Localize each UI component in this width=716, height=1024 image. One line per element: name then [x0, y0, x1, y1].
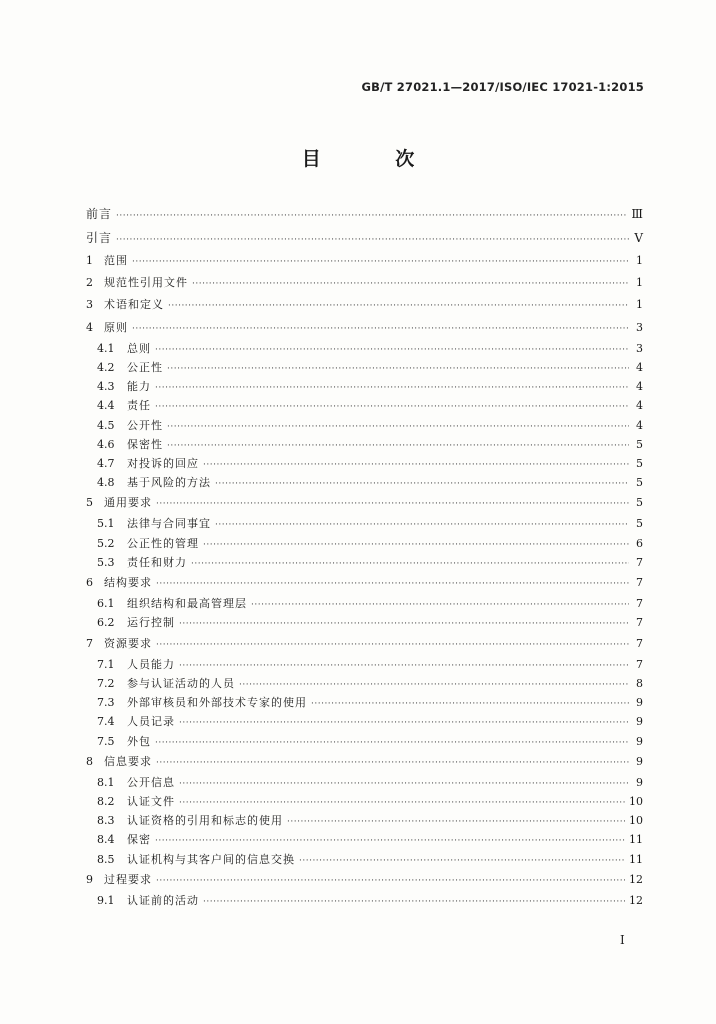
toc-entry[interactable] [86, 377, 643, 396]
toc-entry-page: 7 [636, 597, 643, 611]
toc-entry[interactable] [86, 830, 643, 849]
dot-leader [116, 204, 627, 228]
toc-entry-number: 8.5 [97, 852, 115, 866]
toc-entry[interactable] [86, 850, 643, 869]
toc-entry-number: 7.4 [97, 715, 115, 729]
toc-entry[interactable] [86, 226, 643, 250]
dot-leader [215, 516, 629, 535]
toc-entry-label: 规范性引用文件 [104, 276, 188, 290]
toc-entry-label: 人员能力 [127, 657, 175, 671]
dot-leader [251, 596, 629, 615]
toc-entry[interactable] [86, 416, 643, 435]
toc-entry-number: 7 [86, 636, 93, 650]
toc-entry-page: 5 [636, 437, 643, 451]
toc-entry-page: 1 [636, 254, 643, 267]
toc-entry-page: 1 [636, 298, 643, 312]
dot-leader [168, 295, 629, 317]
toc-entry-number: 4.2 [97, 360, 115, 374]
toc-entry-number: 4 [86, 320, 93, 334]
toc-entry[interactable] [86, 572, 643, 594]
toc-entry[interactable] [86, 594, 643, 613]
toc-entry-page: 5 [636, 517, 643, 531]
toc-entry-number: 6.1 [97, 597, 115, 611]
toc-entry-label: 能力 [127, 380, 151, 394]
dot-leader [287, 813, 625, 832]
toc-entry-number: 5.3 [97, 555, 115, 569]
toc-entry-page: 5 [636, 476, 643, 490]
toc-entry-page: 11 [629, 852, 643, 866]
toc-entry[interactable] [86, 751, 643, 773]
toc-entry[interactable] [86, 396, 643, 415]
toc-entry-label: 过程要求 [104, 872, 152, 886]
toc-entry-page: 3 [636, 341, 643, 355]
toc-entry-number: 4.7 [97, 456, 115, 470]
toc-entry-label: 公开信息 [127, 775, 175, 789]
toc-entry[interactable] [86, 473, 643, 492]
standard-code: GB/T 27021.1—2017/ISO/IEC 17021-1:2015 [361, 80, 644, 94]
page-title: 目 次 [301, 148, 449, 170]
dot-leader [179, 714, 629, 733]
toc-entry-number: 6 [86, 576, 93, 589]
toc-entry[interactable] [86, 655, 643, 674]
dot-leader [203, 536, 629, 555]
dot-leader [156, 573, 629, 595]
dot-leader [179, 775, 629, 794]
dot-leader [167, 360, 629, 379]
toc-entry-page: 12 [629, 872, 643, 886]
toc-entry-number: 5.1 [97, 517, 115, 531]
toc-entry-page: 6 [636, 536, 643, 550]
toc-entry-number: 4.5 [97, 418, 115, 432]
toc-entry-page: 4 [636, 399, 643, 413]
toc-entry-page: 5 [636, 456, 643, 470]
toc-entry[interactable] [86, 693, 643, 712]
toc-entry-page: 9 [636, 754, 643, 768]
toc-entry-label: 公开性 [127, 418, 163, 432]
toc-entry-page: 11 [629, 833, 643, 847]
toc-entry-number: 8.3 [97, 814, 115, 828]
toc-entry-number: 3 [86, 298, 93, 312]
dot-leader [311, 695, 629, 714]
toc-entry-label: 原则 [104, 320, 128, 334]
toc-entry[interactable] [86, 674, 643, 693]
dot-leader [203, 893, 625, 912]
toc-entry-label: 外部审核员和外部技术专家的使用 [127, 696, 307, 710]
toc-entry-page: 4 [636, 418, 643, 432]
toc-entry-label: 引言 [86, 231, 113, 245]
table-of-contents [86, 202, 643, 910]
toc-entry-label: 公正性的管理 [127, 536, 199, 550]
toc-entry-number: 2 [86, 276, 93, 290]
dot-leader [132, 251, 629, 273]
toc-entry-number: 5 [86, 496, 93, 510]
dot-leader [132, 318, 629, 340]
toc-entry-page: 3 [636, 320, 643, 334]
toc-entry-number: 4.6 [97, 437, 115, 451]
dot-leader [299, 852, 625, 871]
dot-leader [116, 228, 629, 252]
dot-leader [191, 555, 629, 574]
toc-entry-page: 1 [636, 276, 643, 290]
toc-entry[interactable] [86, 811, 643, 830]
dot-leader [156, 634, 629, 656]
toc-entry-label: 信息要求 [104, 754, 152, 768]
toc-entry[interactable] [86, 613, 643, 632]
toc-entry[interactable] [86, 891, 643, 910]
toc-entry[interactable] [86, 492, 643, 514]
toc-entry-number: 8 [86, 754, 93, 768]
toc-entry-page: 8 [636, 676, 643, 690]
toc-entry[interactable] [86, 202, 643, 226]
toc-entry-label: 范围 [104, 254, 128, 267]
dot-leader [155, 379, 629, 398]
toc-entry-label: 人员记录 [127, 715, 175, 729]
toc-entry-label: 通用要求 [104, 496, 152, 510]
toc-entry-page: 9 [636, 696, 643, 710]
toc-entry-label: 前言 [86, 207, 113, 221]
toc-entry-number: 8.2 [97, 795, 115, 809]
toc-entry-label: 认证机构与其客户间的信息交换 [127, 852, 295, 866]
toc-entry-number: 9 [86, 872, 93, 886]
toc-entry-number: 7.2 [97, 676, 115, 690]
toc-entry-label: 结构要求 [104, 576, 152, 589]
toc-entry-page: 12 [629, 894, 643, 907]
dot-leader [155, 398, 629, 417]
toc-entry-page: 10 [629, 795, 643, 809]
dot-leader [156, 493, 629, 515]
dot-leader [167, 418, 629, 437]
toc-entry-page: 7 [636, 555, 643, 569]
toc-entry-label: 总则 [127, 341, 151, 355]
toc-entry-page: 7 [636, 616, 643, 630]
toc-entry-label: 运行控制 [127, 616, 175, 630]
dot-leader [179, 615, 629, 634]
toc-entry-label: 责任和财力 [127, 555, 187, 569]
dot-leader [167, 437, 629, 456]
toc-entry-page: 9 [636, 775, 643, 789]
toc-entry-page: 4 [636, 360, 643, 374]
toc-entry-number: 4.4 [97, 399, 115, 413]
toc-entry-number: 7.1 [97, 657, 115, 671]
toc-entry-page: 7 [636, 576, 643, 589]
toc-entry-number: 4.8 [97, 476, 115, 490]
toc-entry-page: 9 [636, 734, 643, 748]
toc-entry-label: 基于风险的方法 [127, 476, 211, 490]
toc-entry[interactable] [86, 869, 643, 891]
toc-entry-page: Ⅴ [634, 231, 643, 245]
toc-entry[interactable] [86, 553, 643, 572]
toc-entry-number: 9.1 [97, 894, 115, 907]
dot-leader [155, 341, 629, 360]
toc-entry[interactable] [86, 272, 643, 294]
toc-entry-page: 10 [629, 814, 643, 828]
toc-entry[interactable] [86, 732, 643, 751]
toc-entry[interactable] [86, 454, 643, 473]
toc-entry-label: 保密性 [127, 437, 163, 451]
toc-entry[interactable] [86, 792, 643, 811]
toc-entry[interactable] [86, 294, 643, 316]
toc-entry-label: 法律与合同事宜 [127, 517, 211, 531]
toc-entry-page: 5 [636, 496, 643, 510]
toc-entry[interactable] [86, 317, 643, 339]
toc-entry[interactable] [86, 514, 643, 533]
toc-entry-page: 9 [636, 715, 643, 729]
toc-entry[interactable] [86, 435, 643, 454]
toc-entry-page: 7 [636, 636, 643, 650]
toc-entry[interactable] [86, 339, 643, 358]
toc-entry-number: 6.2 [97, 616, 115, 630]
toc-entry-label: 保密 [127, 833, 151, 847]
toc-entry-number: 8.1 [97, 775, 115, 789]
toc-entry-number: 7.3 [97, 696, 115, 710]
toc-entry-label: 认证文件 [127, 795, 175, 809]
toc-entry[interactable] [86, 358, 643, 377]
dot-leader [192, 273, 629, 295]
dot-leader [215, 475, 629, 494]
toc-entry-label: 资源要求 [104, 636, 152, 650]
toc-entry-number: 4.3 [97, 380, 115, 394]
toc-entry-label: 对投诉的回应 [127, 456, 199, 470]
toc-entry-number: 8.4 [97, 833, 115, 847]
toc-entry-page: 4 [636, 380, 643, 394]
toc-entry-label: 认证前的活动 [127, 894, 199, 907]
toc-entry-page: Ⅲ [631, 207, 643, 221]
page-number: Ⅰ [620, 933, 625, 947]
dot-leader [179, 657, 629, 676]
toc-entry-label: 责任 [127, 399, 151, 413]
toc-entry-label: 外包 [127, 734, 151, 748]
dot-leader [156, 870, 625, 892]
dot-leader [155, 734, 629, 753]
toc-entry[interactable] [86, 534, 643, 553]
toc-entry-number: 1 [86, 254, 93, 267]
toc-entry-label: 认证资格的引用和标志的使用 [127, 814, 283, 828]
toc-entry-number: 7.5 [97, 734, 115, 748]
toc-entry[interactable] [86, 250, 643, 272]
toc-entry-label: 组织结构和最高管理层 [127, 597, 247, 611]
toc-entry[interactable] [86, 712, 643, 731]
toc-entry[interactable] [86, 773, 643, 792]
toc-entry-number: 5.2 [97, 536, 115, 550]
toc-entry-label: 参与认证活动的人员 [127, 676, 235, 690]
toc-entry-page: 7 [636, 657, 643, 671]
toc-entry-label: 术语和定义 [104, 298, 164, 312]
dot-leader [156, 752, 629, 774]
toc-entry[interactable] [86, 633, 643, 655]
toc-entry-label: 公正性 [127, 360, 163, 374]
dot-leader [203, 456, 629, 475]
toc-entry-number: 4.1 [97, 341, 115, 355]
